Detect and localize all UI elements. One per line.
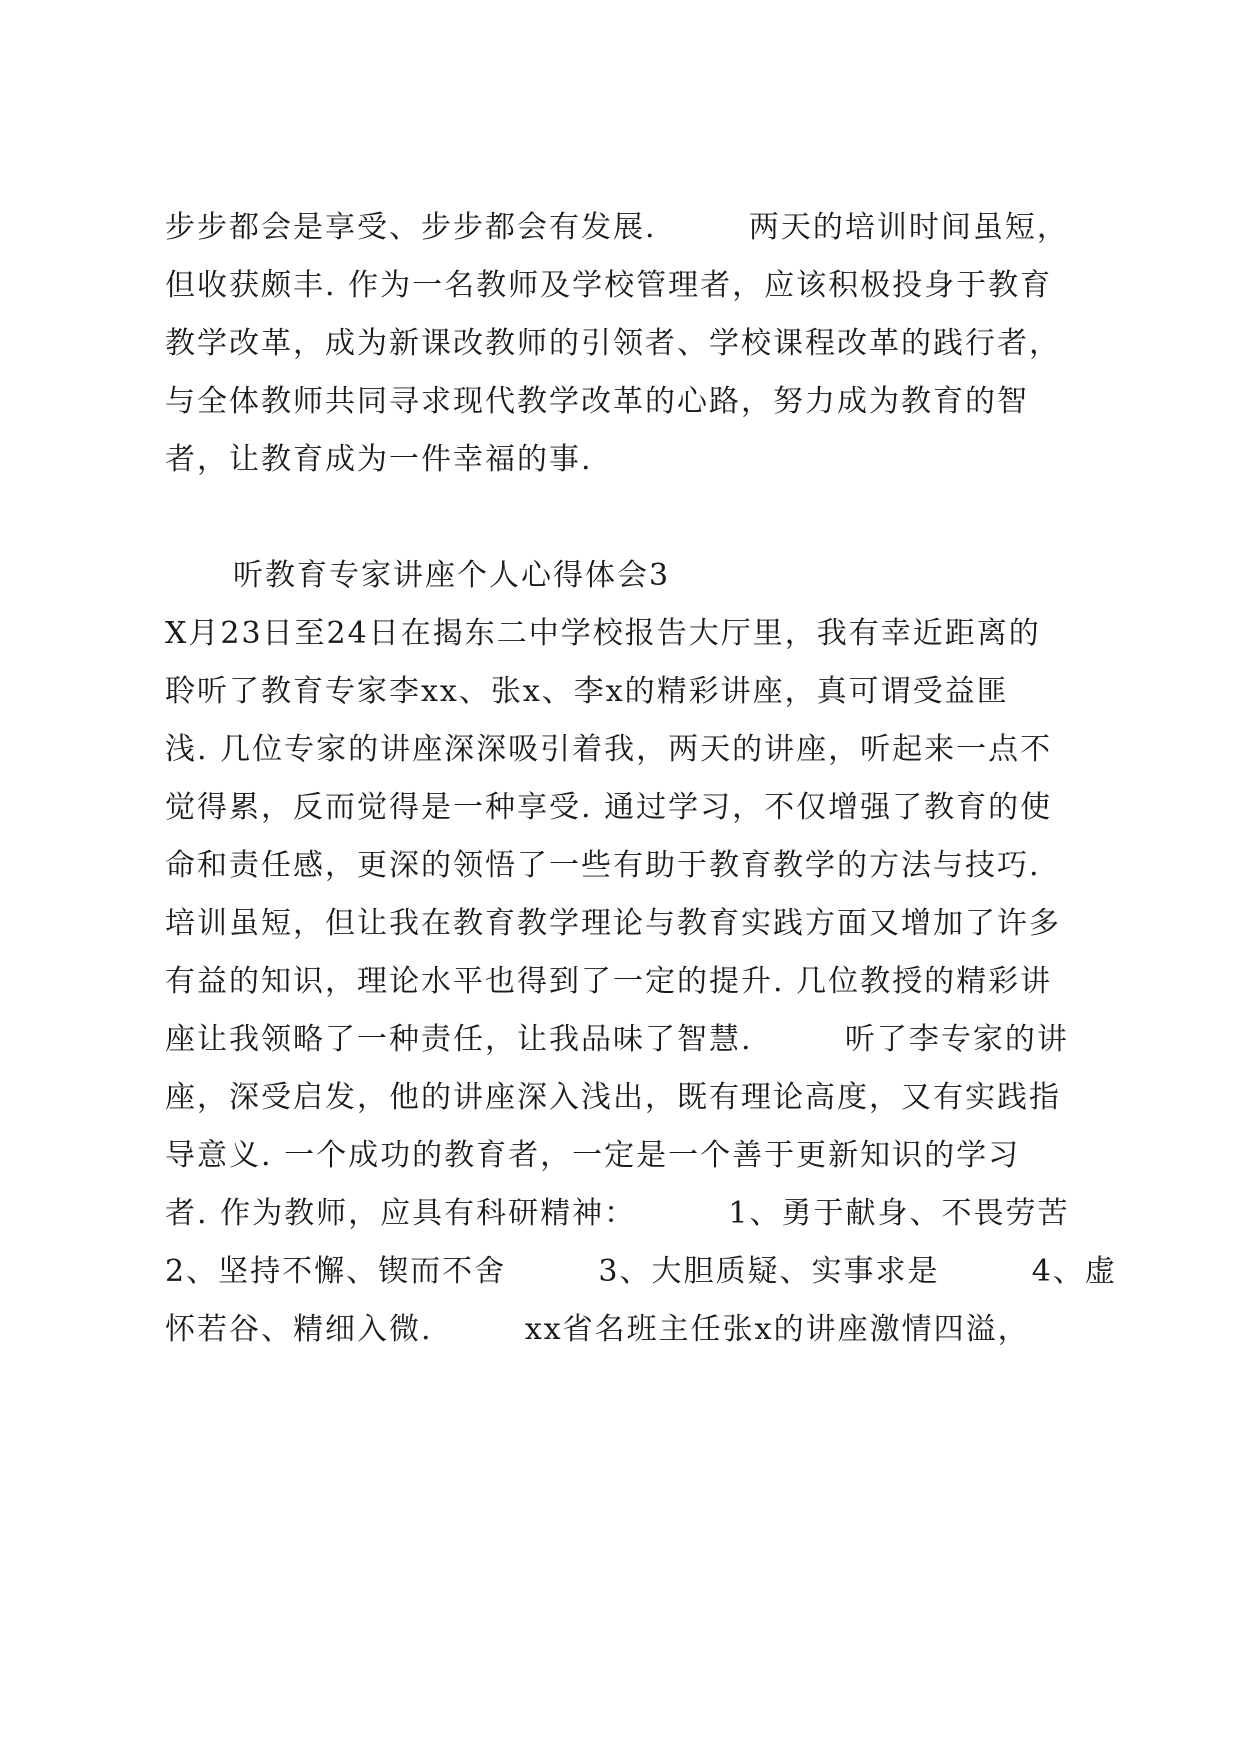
paragraph-line: X月23日至24日在揭东二中学校报告大厅里，我有幸近距离的 bbox=[165, 616, 1041, 651]
paragraph-line: 2、坚持不懈、锲而不舍 3、大胆质疑、实事求是 4、虚 bbox=[165, 1254, 1117, 1289]
section-heading: 听教育专家讲座个人心得体会3 bbox=[233, 558, 671, 593]
paragraph-line: 教学改革，成为新课改教师的引领者、学校课程改革的践行者， bbox=[165, 326, 1061, 361]
paragraph-line: 但收获颇丰. 作为一名教师及学校管理者，应该积极投身于教育 bbox=[165, 268, 1053, 303]
paragraph-line: 座，深受启发，他的讲座深入浅出，既有理论高度，又有实践指 bbox=[165, 1080, 1061, 1115]
paragraph-line: 座让我领略了一种责任，让我品味了智慧. 听了李专家的讲 bbox=[165, 1022, 1069, 1057]
paragraph-line: 命和责任感，更深的领悟了一些有助于教育教学的方法与技巧. bbox=[165, 848, 1041, 883]
paragraph-line: 者. 作为教师，应具有科研精神： 1、勇于献身、不畏劳苦 bbox=[165, 1196, 1070, 1231]
paragraph-line: 有益的知识，理论水平也得到了一定的提升. 几位教授的精彩讲 bbox=[165, 964, 1053, 999]
paragraph-line: 怀若谷、精细入微. xx省名班主任张x的讲座激情四溢， bbox=[165, 1312, 1030, 1347]
paragraph-line: 浅. 几位专家的讲座深深吸引着我，两天的讲座，听起来一点不 bbox=[165, 732, 1053, 767]
paragraph-line: 者，让教育成为一件幸福的事. bbox=[165, 442, 593, 477]
paragraph-line: 与全体教师共同寻求现代教学改革的心路，努力成为教育的智 bbox=[165, 384, 1029, 419]
paragraph-line: 聆听了教育专家李xx、张x、李x的精彩讲座，真可谓受益匪 bbox=[165, 674, 1009, 709]
paragraph-line: 步步都会是享受、步步都会有发展. 两天的培训时间虽短， bbox=[165, 210, 1069, 245]
paragraph-line: 培训虽短，但让我在教育教学理论与教育实践方面又增加了许多 bbox=[165, 906, 1061, 941]
paragraph-line: 导意义. 一个成功的教育者，一定是一个善于更新知识的学习 bbox=[165, 1138, 1021, 1173]
paragraph-line: 觉得累，反而觉得是一种享受. 通过学习，不仅增强了教育的使 bbox=[165, 790, 1053, 825]
